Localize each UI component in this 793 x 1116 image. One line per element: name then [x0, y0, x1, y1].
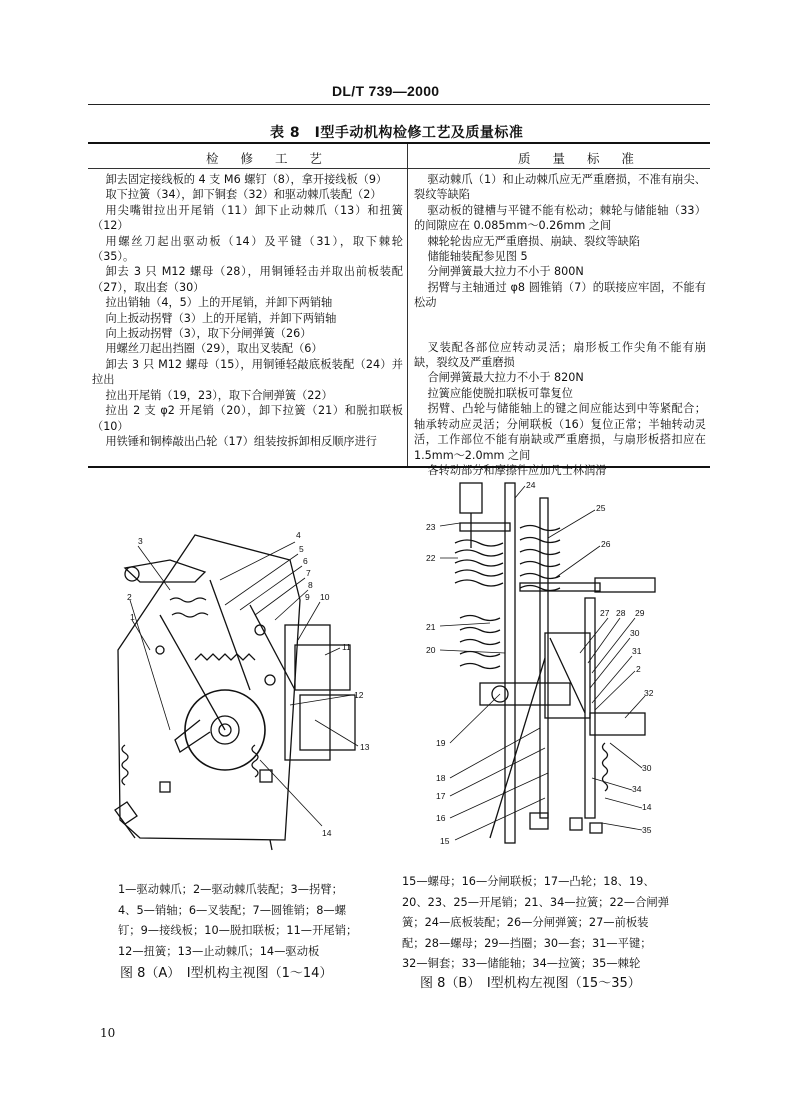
callout-22: 22 [426, 553, 436, 563]
table-title: 表 8 Ⅰ型手动机构检修工艺及质量标准 [270, 125, 524, 141]
callout-14b: 14 [642, 802, 652, 812]
callout-12: 12 [354, 690, 364, 700]
callout-20: 20 [426, 645, 436, 655]
callout-29: 29 [635, 608, 645, 618]
legend-line: 15—螺母；16—分闸联板；17—凸轮；18、19、 [402, 875, 655, 888]
callout-32: 32 [644, 688, 654, 698]
process-step: 用铁锤和铜棒敲出凸轮（17）组装按拆卸相反顺序进行 [105, 434, 377, 448]
callout-24: 24 [526, 480, 536, 490]
callout-34: 34 [632, 784, 642, 794]
callout-35: 35 [642, 825, 652, 835]
callout-2b: 2 [636, 664, 641, 674]
legend-line: 12—扭簧；13—止动棘爪；14—驱动板 [118, 944, 320, 958]
callout-2: 2 [127, 592, 132, 602]
document-code-header: DL/T 739—2000 [332, 83, 440, 99]
callout-5: 5 [299, 544, 304, 554]
process-step: 卸去固定接线板的 4 支 M6 螺钉（8），拿开接线板（9） [105, 173, 388, 186]
callout-30b: 30 [642, 763, 652, 773]
standard-item: 各转动部分和摩擦件应加凡士林润滑 [427, 463, 607, 477]
callout-16: 16 [436, 813, 446, 823]
maintenance-table [88, 142, 710, 477]
process-step: 拉出 2 支 φ2 开尾销（20），卸下拉簧（21）和脱扣联板（10） [92, 404, 403, 433]
figure-b-title: 图 8（B） Ⅰ型机构左视图（15～35） [420, 976, 641, 991]
callout-4: 4 [296, 530, 301, 540]
figure-b-legend [402, 872, 702, 975]
callout-17: 17 [436, 791, 446, 801]
standard-column [414, 172, 706, 478]
callout-21: 21 [426, 622, 436, 632]
standard-item: 拉簧应能使脱扣联板可靠复位 [427, 386, 573, 400]
process-step: 卸去 3 只 M12 螺母（28），用铜锤轻击并取出前板装配（27），取出套（30） [92, 265, 403, 294]
standard-item: 分闸弹簧最大拉力不小于 800N [427, 265, 584, 279]
process-step: 拉出销轴（4，5）上的开尾销，并卸下两销轴 [105, 296, 333, 310]
standard-item: 棘轮轮齿应无严重磨损、崩缺、裂纹等缺陷 [427, 234, 641, 248]
callout-6: 6 [303, 556, 308, 566]
callout-23: 23 [426, 522, 436, 532]
process-step: 用尖嘴钳拉出开尾销（11）卸下止动棘爪（13）和扭簧（12） [92, 203, 403, 233]
process-step: 取下拉簧（34），卸下铜套（32）和驱动棘爪装配（2） [105, 188, 382, 202]
legend-line: 20、23、25—开尾销；21、34—拉簧；22—合闸弹 [402, 895, 670, 909]
callout-10: 10 [320, 592, 330, 602]
callout-19: 19 [436, 738, 446, 748]
callout-11: 11 [342, 642, 351, 652]
standard-item: 储能轴装配参见图 5 [427, 250, 528, 264]
callout-25: 25 [596, 503, 606, 513]
callout-1: 1 [130, 612, 135, 622]
callout-26: 26 [601, 539, 611, 549]
spacer [414, 311, 706, 340]
callout-31: 31 [632, 646, 642, 656]
callout-13: 13 [360, 742, 370, 752]
callout-18: 18 [436, 773, 446, 783]
standard-item: 拐臂与主轴通过 φ8 圆锥销（7）的联接应牢固，不能有松动 [414, 280, 706, 310]
callout-30: 30 [630, 628, 640, 638]
standard-item: 合闸弹簧最大拉力不小于 820N [427, 371, 584, 385]
figure-b-svg [420, 478, 665, 858]
callout-7: 7 [306, 568, 311, 578]
legend-line: 簧；24—底板装配；26—分闸弹簧；27—前板装 [402, 916, 649, 929]
process-column [92, 172, 403, 449]
process-step: 向上扳动拐臂（3）上的开尾销，并卸下两销轴 [105, 311, 337, 325]
header-rule [88, 104, 710, 105]
column-header-standard: 质 量 标 准 [518, 151, 643, 166]
callout-27: 27 [600, 608, 610, 618]
column-divider [407, 144, 408, 466]
callout-14: 14 [322, 828, 332, 838]
process-step: 用螺丝刀起出挡圈（29），取出叉装配（6） [105, 342, 323, 356]
figure-a-title: 图 8（A） Ⅰ型机构主视图（1～14） [120, 966, 333, 981]
process-step: 向上扳动拐臂（3），取下分闸弹簧（26） [105, 327, 312, 341]
legend-line: 配；28—螺母；29—挡圈；30—套；31—平键； [402, 936, 652, 950]
figure-b-drawing [420, 478, 665, 858]
callout-9: 9 [305, 592, 310, 602]
header-divider [88, 168, 710, 169]
callout-15: 15 [440, 836, 450, 846]
figure-a-legend [118, 880, 388, 962]
figure-a-drawing [100, 520, 380, 865]
standard-item: 驱动棘爪（1）和止动棘爪应无严重磨损，不准有崩尖、裂纹等缺陷 [414, 173, 706, 202]
legend-line: 1—驱动棘爪；2—驱动棘爪装配；3—拐臂； [118, 883, 343, 896]
process-step: 拉出开尾销（19，23），取下合闸弹簧（22） [105, 388, 333, 402]
figure-a-svg [100, 520, 380, 865]
process-step: 卸去 3 只 M12 螺母（15），用铜锤轻敲底板装配（24）并拉出 [92, 357, 403, 387]
legend-line: 4、5—销轴；6—叉装配；7—圆锥销；8—螺 [118, 903, 346, 917]
legend-line: 钉；9—接线板；10—脱扣联板；11—开尾销； [118, 924, 358, 937]
callout-8: 8 [308, 580, 313, 590]
callout-28: 28 [616, 608, 626, 618]
standard-item: 拐臂、凸轮与储能轴上的键之间应能达到中等紧配合；轴承转动应灵活；分闸联板（16）复位正常；半轴转动灵活，工作部位不能有崩缺或严重磨损，与扇形板搭扣应在 1.5mm～2.0mm 之间 [414, 402, 706, 462]
standard-item: 叉装配各部位应转动灵活；扇形板工作尖角不能有崩缺，裂纹及严重磨损 [414, 340, 706, 370]
callout-3: 3 [138, 536, 143, 546]
standard-item: 驱动板的键槽与平键不能有松动；棘轮与储能轴（33）的间隙应在 0.085mm～0.26mm 之间 [414, 203, 706, 233]
column-header-process: 检 修 工 艺 [206, 151, 331, 166]
page-number: 10 [100, 1026, 116, 1040]
process-step: 用螺丝刀起出驱动板（14）及平键（31），取下棘轮（35）。 [92, 234, 403, 264]
legend-line: 32—铜套；33—储能轴；34—拉簧；35—棘轮 [402, 957, 641, 970]
